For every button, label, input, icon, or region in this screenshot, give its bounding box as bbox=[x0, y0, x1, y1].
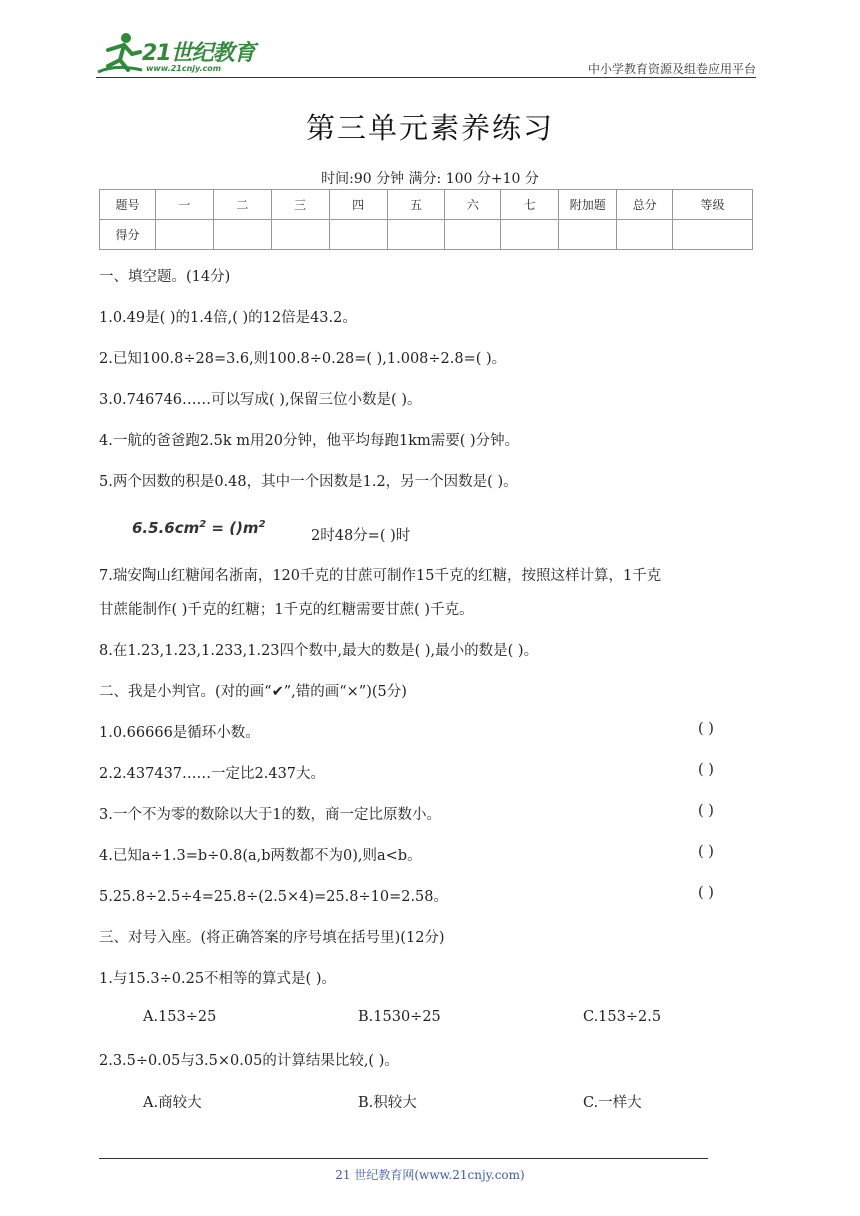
answer-parentheses[interactable]: ( ) bbox=[698, 721, 714, 737]
runner-icon bbox=[96, 30, 144, 76]
header-cell: 四 bbox=[329, 190, 387, 220]
s3-q1-option-c[interactable]: C.153÷2.5 bbox=[583, 1009, 662, 1025]
s3-q2-option-a[interactable]: A.商较大 bbox=[143, 1095, 202, 1111]
section-2-heading: 二、我是小判官。(对的画“✔”,错的画“×”)(5分) bbox=[99, 684, 407, 700]
logo-text: 21世纪教育 bbox=[142, 41, 255, 66]
page-header bbox=[96, 30, 756, 78]
answer-parentheses[interactable]: ( ) bbox=[698, 885, 714, 901]
s2-question-3: 3.一个不为零的数除以大于1的数，商一定比原数小。 bbox=[99, 807, 442, 823]
answer-parentheses[interactable]: ( ) bbox=[698, 844, 714, 860]
score-cell[interactable] bbox=[617, 220, 673, 250]
s1-question-6-time: 2时48分=( )时 bbox=[311, 528, 411, 544]
score-cell[interactable] bbox=[673, 220, 753, 250]
section-1-heading: 一、填空题。(14分) bbox=[99, 269, 231, 285]
header-cell: 题号 bbox=[100, 190, 156, 220]
site-logo[interactable] bbox=[96, 30, 266, 76]
logo-url: www.21cnjy.com bbox=[146, 64, 222, 73]
answer-parentheses[interactable]: ( ) bbox=[698, 803, 714, 819]
header-cell: 二 bbox=[213, 190, 271, 220]
s1-question-1: 1.0.49是( )的1.4倍,( )的12倍是43.2。 bbox=[99, 310, 357, 326]
formula-right: = ()m bbox=[206, 519, 259, 537]
formula-left: 6.5.6cm bbox=[132, 519, 200, 537]
s1-question-4: 4.一航的爸爸跑2.5k m用20分钟，他平均每跑1km需要( )分钟。 bbox=[99, 433, 520, 449]
s1-question-2: 2.已知100.8÷28=3.6,则100.8÷0.28=( ),1.008÷2.8=( )。 bbox=[99, 351, 507, 367]
s3-question-2: 2.3.5÷0.05与3.5×0.05的计算结果比较,( )。 bbox=[99, 1053, 399, 1069]
score-cell[interactable] bbox=[213, 220, 271, 250]
header-cell: 五 bbox=[387, 190, 445, 220]
s1-question-6-formula bbox=[132, 519, 266, 537]
footer-divider bbox=[99, 1158, 708, 1159]
score-cell[interactable] bbox=[155, 220, 213, 250]
s1-question-5: 5.两个因数的积是0.48，其中一个因数是1.2，另一个因数是( )。 bbox=[99, 474, 518, 490]
header-cell: 六 bbox=[445, 190, 501, 220]
score-cell[interactable] bbox=[329, 220, 387, 250]
exam-info: 时间:90 分钟 满分: 100 分+10 分 bbox=[321, 171, 539, 187]
s1-question-3: 3.0.746746……可以写成( ),保留三位小数是( )。 bbox=[99, 392, 422, 408]
s3-q2-option-c[interactable]: C.一样大 bbox=[583, 1095, 642, 1111]
s2-question-5: 5.25.8÷2.5÷4=25.8÷(2.5×4)=25.8÷10=2.58。 bbox=[99, 889, 449, 905]
formula-exponent: 2 bbox=[199, 519, 207, 530]
s3-q1-option-a[interactable]: A.153÷25 bbox=[143, 1009, 217, 1025]
s3-q1-option-b[interactable]: B.1530÷25 bbox=[358, 1009, 441, 1025]
header-divider bbox=[96, 77, 756, 78]
answer-parentheses[interactable]: ( ) bbox=[698, 762, 714, 778]
s2-question-4: 4.已知a÷1.3=b÷0.8(a,b两数都不为0),则a<b。 bbox=[99, 848, 422, 864]
score-cell[interactable] bbox=[559, 220, 617, 250]
section-3-heading: 三、对号入座。(将正确答案的序号填在括号里)(12分) bbox=[99, 930, 445, 946]
score-cell[interactable] bbox=[271, 220, 329, 250]
score-cell[interactable] bbox=[501, 220, 559, 250]
footer-link[interactable]: 21 世纪教育网(www.21cnjy.com) bbox=[335, 1168, 525, 1182]
score-table-header-row bbox=[100, 190, 753, 220]
s1-question-7-line-2: 甘蔗能制作( )千克的红糖；1千克的红糖需要甘蔗( )千克。 bbox=[99, 602, 474, 618]
header-cell: 七 bbox=[501, 190, 559, 220]
s3-question-1: 1.与15.3÷0.25不相等的算式是( )。 bbox=[99, 971, 336, 987]
s2-question-1: 1.0.66666是循环小数。 bbox=[99, 725, 260, 741]
s2-question-2: 2.2.437437……一定比2.437大。 bbox=[99, 766, 326, 782]
s1-question-7-line-1: 7.瑞安陶山红糖闻名浙南，120千克的甘蔗可制作15千克的红糖，按照这样计算，1千克 bbox=[99, 568, 662, 584]
header-cell: 附加题 bbox=[559, 190, 617, 220]
header-cell: 总分 bbox=[617, 190, 673, 220]
s1-question-8: 8.在1.23,1.23,1.233,1.23四个数中,最大的数是( ),最小的数是( )。 bbox=[99, 643, 539, 659]
header-cell: 等级 bbox=[673, 190, 753, 220]
header-cell: 一 bbox=[155, 190, 213, 220]
formula-exponent: 2 bbox=[258, 519, 266, 530]
row-label: 得分 bbox=[100, 220, 156, 250]
score-table bbox=[99, 189, 753, 250]
score-cell[interactable] bbox=[445, 220, 501, 250]
score-cell[interactable] bbox=[387, 220, 445, 250]
header-cell: 三 bbox=[271, 190, 329, 220]
score-table-score-row bbox=[100, 220, 753, 250]
page-title: 第三单元素养练习 bbox=[305, 111, 554, 145]
platform-label: 中小学教育资源及组卷应用平台 bbox=[587, 62, 756, 76]
s3-q2-option-b[interactable]: B.积较大 bbox=[358, 1095, 417, 1111]
